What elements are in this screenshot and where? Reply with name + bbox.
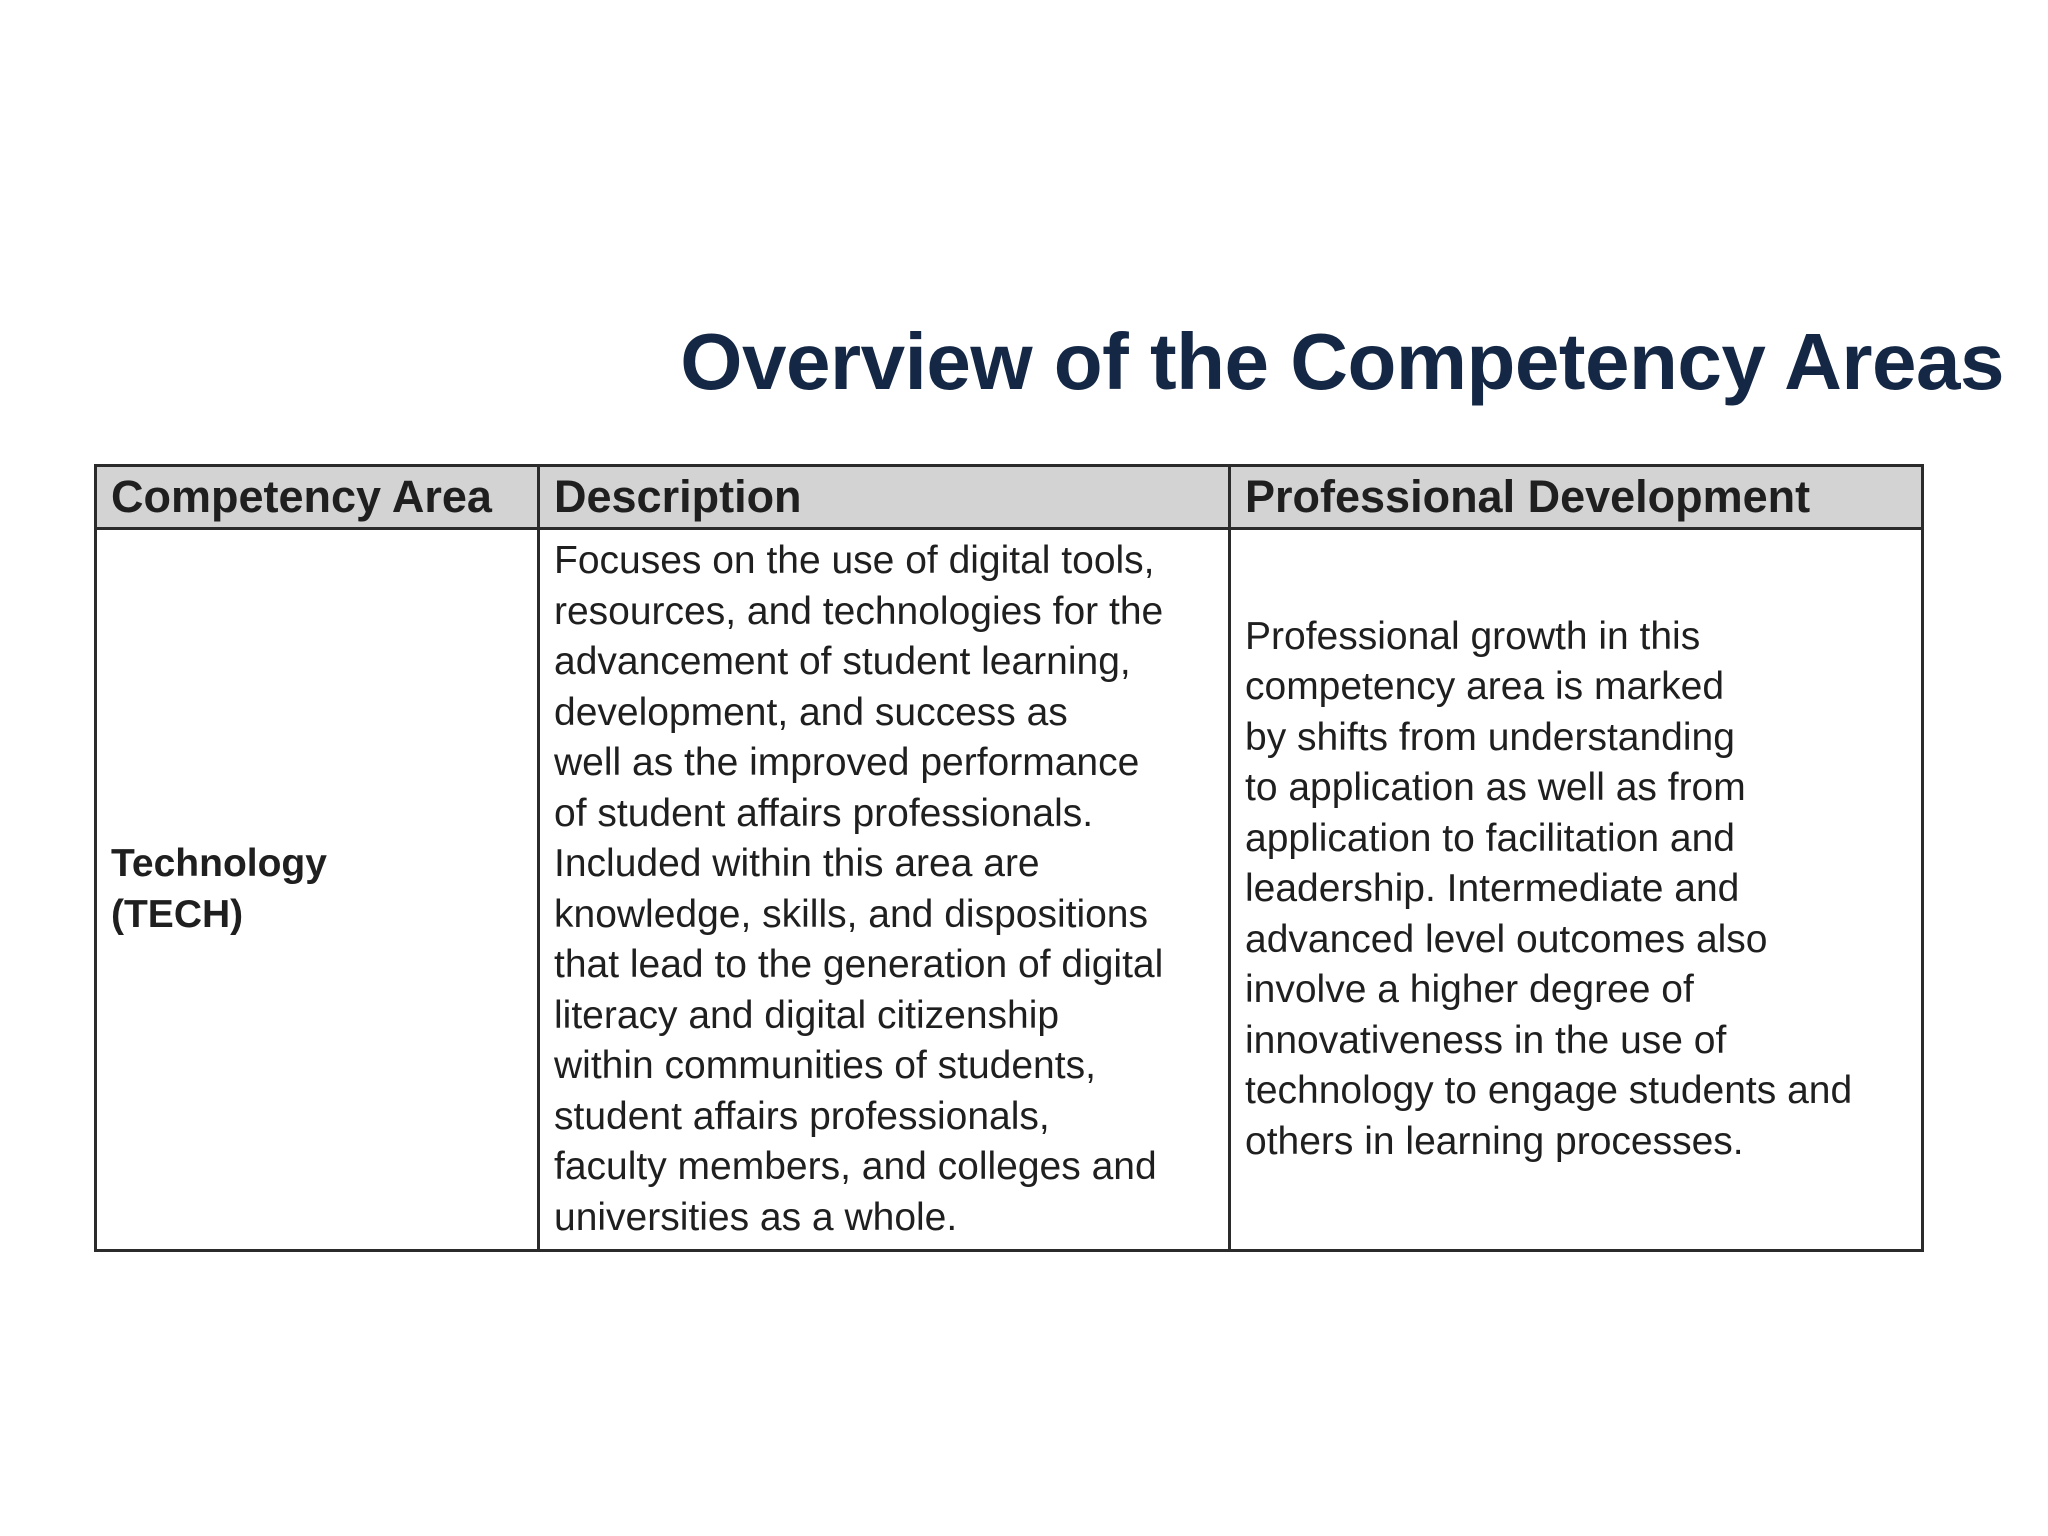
development-line: involve a higher degree of: [1245, 968, 1694, 1012]
description-line: well as the improved performance: [554, 741, 1140, 784]
description-line: advancement of student learning,: [554, 640, 1131, 683]
header-description: Description: [539, 466, 1230, 529]
development-line: Professional growth in this: [1245, 614, 1701, 658]
cell-professional-development: [1230, 529, 1923, 1251]
description-line: universities as a whole.: [554, 1195, 958, 1239]
competency-table: [94, 464, 1924, 1252]
description-line: Focuses on the use of digital tools,: [554, 539, 1155, 582]
description-line: knowledge, skills, and dispositions: [554, 892, 1148, 936]
development-line: to application as well as from: [1245, 766, 1746, 810]
description-line: development, and success as: [554, 690, 1068, 734]
area-line: Technology: [111, 842, 327, 885]
table-header-row: [96, 466, 1923, 529]
development-line: by shifts from understanding: [1245, 715, 1735, 759]
header-competency-area: Competency Area: [96, 466, 539, 529]
description-line: faculty members, and colleges and: [554, 1145, 1157, 1188]
cell-competency-area: [96, 529, 539, 1251]
development-line: innovativeness in the use of: [1245, 1018, 1727, 1062]
description-line: Included within this area are: [554, 842, 1040, 885]
area-line: (TECH): [111, 892, 244, 936]
description-line: student affairs professionals,: [554, 1094, 1050, 1138]
header-professional-development: Professional Development: [1230, 466, 1923, 529]
table-row: [96, 529, 1923, 1251]
cell-description: [539, 529, 1230, 1251]
development-line: technology to engage students and: [1245, 1069, 1853, 1113]
description-line: resources, and technologies for the: [554, 589, 1164, 633]
development-line: application to facilitation and: [1245, 816, 1735, 860]
page-title: Overview of the Competency Areas: [680, 317, 2004, 406]
description-line: that lead to the generation of digital: [554, 943, 1164, 986]
development-line: competency area is marked: [1245, 665, 1725, 709]
development-line: others in learning processes.: [1245, 1119, 1744, 1163]
description-line: of student affairs professionals.: [554, 791, 1094, 835]
development-line: leadership. Intermediate and: [1245, 867, 1740, 911]
description-line: literacy and digital citizenship: [554, 993, 1060, 1037]
development-line: advanced level outcomes also: [1245, 917, 1768, 961]
description-line: within communities of students,: [554, 1044, 1096, 1087]
